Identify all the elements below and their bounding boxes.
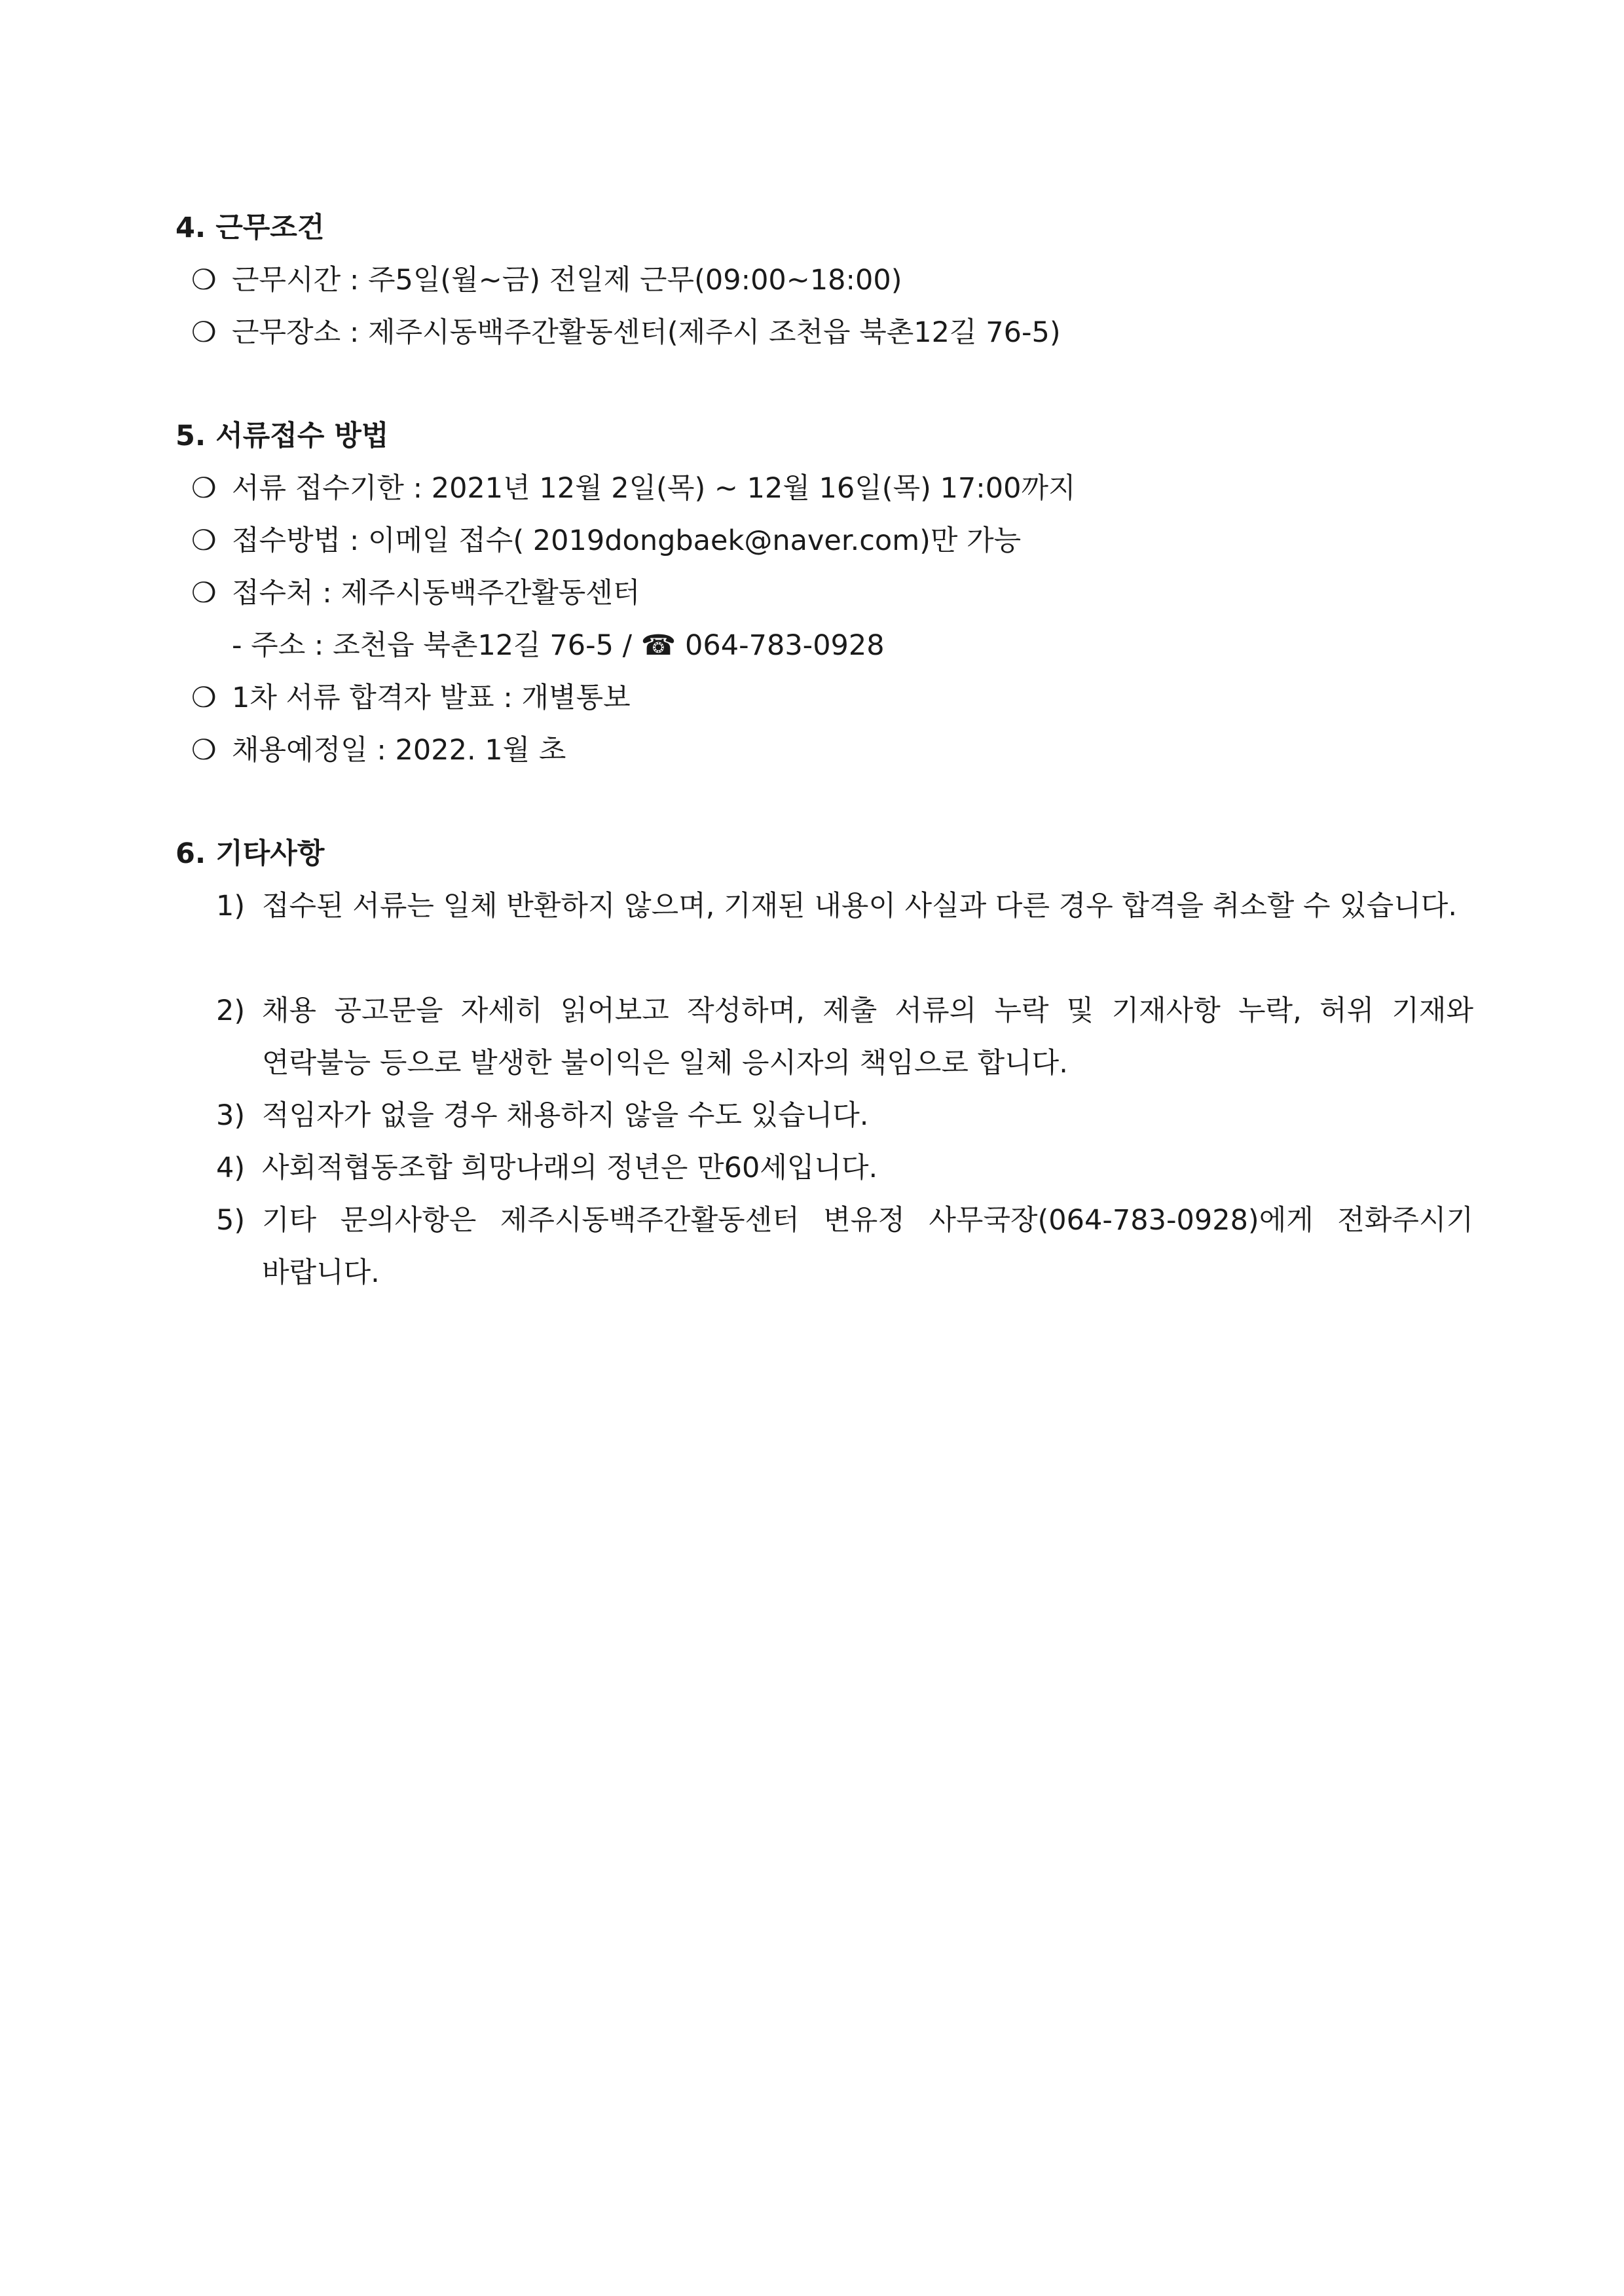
circle-bullet-icon: ❍ xyxy=(191,264,217,297)
circle-bullet-icon: ❍ xyxy=(191,524,217,557)
list-item: ❍ 1차 서류 합격자 발표 : 개별통보 xyxy=(191,678,631,718)
section-title-other: 6. 기타사항 xyxy=(175,837,325,870)
section-title-work-conditions: 4. 근무조건 xyxy=(175,211,325,244)
numbered-item-3: 3) 적임자가 없을 경우 채용하지 않을 수도 있습니다. xyxy=(216,1099,869,1132)
numbered-item-1: 1) 접수된 서류는 일체 반환하지 않으며, 기재된 내용이 사실과 다른 경우 합격을 취소할 수 있습니다. xyxy=(216,890,1458,922)
list-item: ❍ 근무장소 : 제주시동백주간활동센터(제주시 조천읍 북촌12길 76-5) xyxy=(191,313,1061,352)
section-title-submission: 5. 서류접수 방법 xyxy=(175,420,389,452)
list-item: ❍ 서류 접수기한 : 2021년 12월 2일(목) ~ 12월 16일(목) 17:00까지 xyxy=(191,469,1076,508)
address-line: - 주소 : 조천읍 북촌12길 76-5 / ☎ 064-783-0928 xyxy=(232,629,885,662)
circle-bullet-icon: ❍ xyxy=(191,472,217,505)
circle-bullet-icon: ❍ xyxy=(191,577,217,610)
numbered-item-4: 4) 사회적협동조합 희망나래의 정년은 만60세입니다. xyxy=(216,1152,878,1184)
list-item: ❍ 근무시간 : 주5일(월~금) 전일제 근무(09:00~18:00) xyxy=(191,261,902,300)
numbered-item-2: 2) 채용 공고문을 자세히 읽어보고 작성하며, 제출 서류의 누락 및 기재사항 누락, 허위 기재와 연락불능 등으로 발생한 불이익은 일체 응시자의 책임으로 합니다. xyxy=(216,994,1473,1080)
circle-bullet-icon: ❍ xyxy=(191,316,217,349)
list-item: ❍ 채용예정일 : 2022. 1월 초 xyxy=(191,731,566,770)
list-item: ❍ 접수방법 : 이메일 접수( 2019dongbaek@naver.com)만 가능 xyxy=(191,521,1021,560)
circle-bullet-icon: ❍ xyxy=(191,682,217,714)
list-item: ❍ 접수처 : 제주시동백주간활동센터 xyxy=(191,574,640,613)
numbered-item-5: 5) 기타 문의사항은 제주시동백주간활동센터 변유정 사무국장(064-783-0928)에게 전화주시기 바랍니다. xyxy=(216,1204,1473,1289)
circle-bullet-icon: ❍ xyxy=(191,734,217,767)
